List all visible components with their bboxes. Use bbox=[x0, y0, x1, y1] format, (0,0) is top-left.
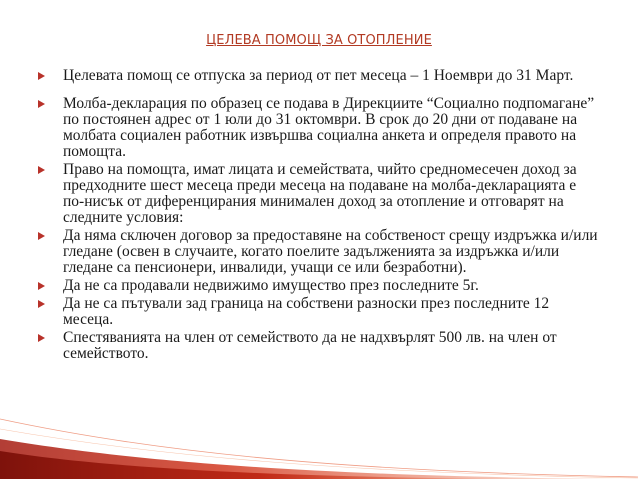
triangle-bullet-icon bbox=[38, 282, 45, 290]
bullet-item bbox=[38, 278, 598, 294]
triangle-bullet-icon bbox=[38, 72, 45, 80]
triangle-bullet-icon bbox=[38, 300, 45, 308]
bullet-list bbox=[38, 68, 598, 362]
bullet-text: Молба-декларация по образец се подава в Дирекциите “Социално подпомагане” по постоянен адрес от 1 юли до 31 октомври. В срок до 20 дни от подаване на молбата социален работник извършва социална анкета и определя правото на помощта. bbox=[63, 95, 595, 160]
bullet-item bbox=[38, 296, 598, 328]
bullet-text: Да не са продавали недвижимо имущество през последните 5г. bbox=[63, 277, 479, 294]
bullet-text: Спестяванията на член от семейството да не надхвърлят 500 лв. на член от семейството. bbox=[63, 329, 557, 362]
decorative-swoosh bbox=[0, 389, 638, 479]
bullet-text: Целевата помощ се отпуска за период от пет месеца – 1 Ноември до 31 Март. bbox=[63, 67, 574, 84]
bullet-item bbox=[38, 96, 598, 160]
triangle-bullet-icon bbox=[38, 166, 45, 174]
bullet-text: Да няма сключен договор за предоставяне на собственост срещу издръжка и/или гледане (освен в случаите, когато поелите задълженията за издръжка и/или гледане са пенсионери, инвалиди, учащи се или безработни). bbox=[63, 227, 598, 276]
bullet-item bbox=[38, 228, 598, 276]
bullet-item bbox=[38, 68, 598, 84]
slide-title: ЦЕЛЕВА ПОМОЩ ЗА ОТОПЛЕНИЕ bbox=[206, 33, 432, 48]
bullet-item bbox=[38, 330, 598, 362]
bullet-text: Право на помощта, имат лицата и семействата, чийто средномесечен доход за предходните шест месеца преди месеца на подаване на молба-декларацията е по-нисък от диференцирания минимален доход за отопление и отговарят на следните условия: bbox=[63, 161, 577, 226]
triangle-bullet-icon bbox=[38, 100, 45, 108]
bullet-text: Да не са пътували зад граница на собствени разноски през последните 12 месеца. bbox=[63, 295, 550, 328]
bullet-item bbox=[38, 162, 598, 226]
triangle-bullet-icon bbox=[38, 334, 45, 342]
triangle-bullet-icon bbox=[38, 232, 45, 240]
